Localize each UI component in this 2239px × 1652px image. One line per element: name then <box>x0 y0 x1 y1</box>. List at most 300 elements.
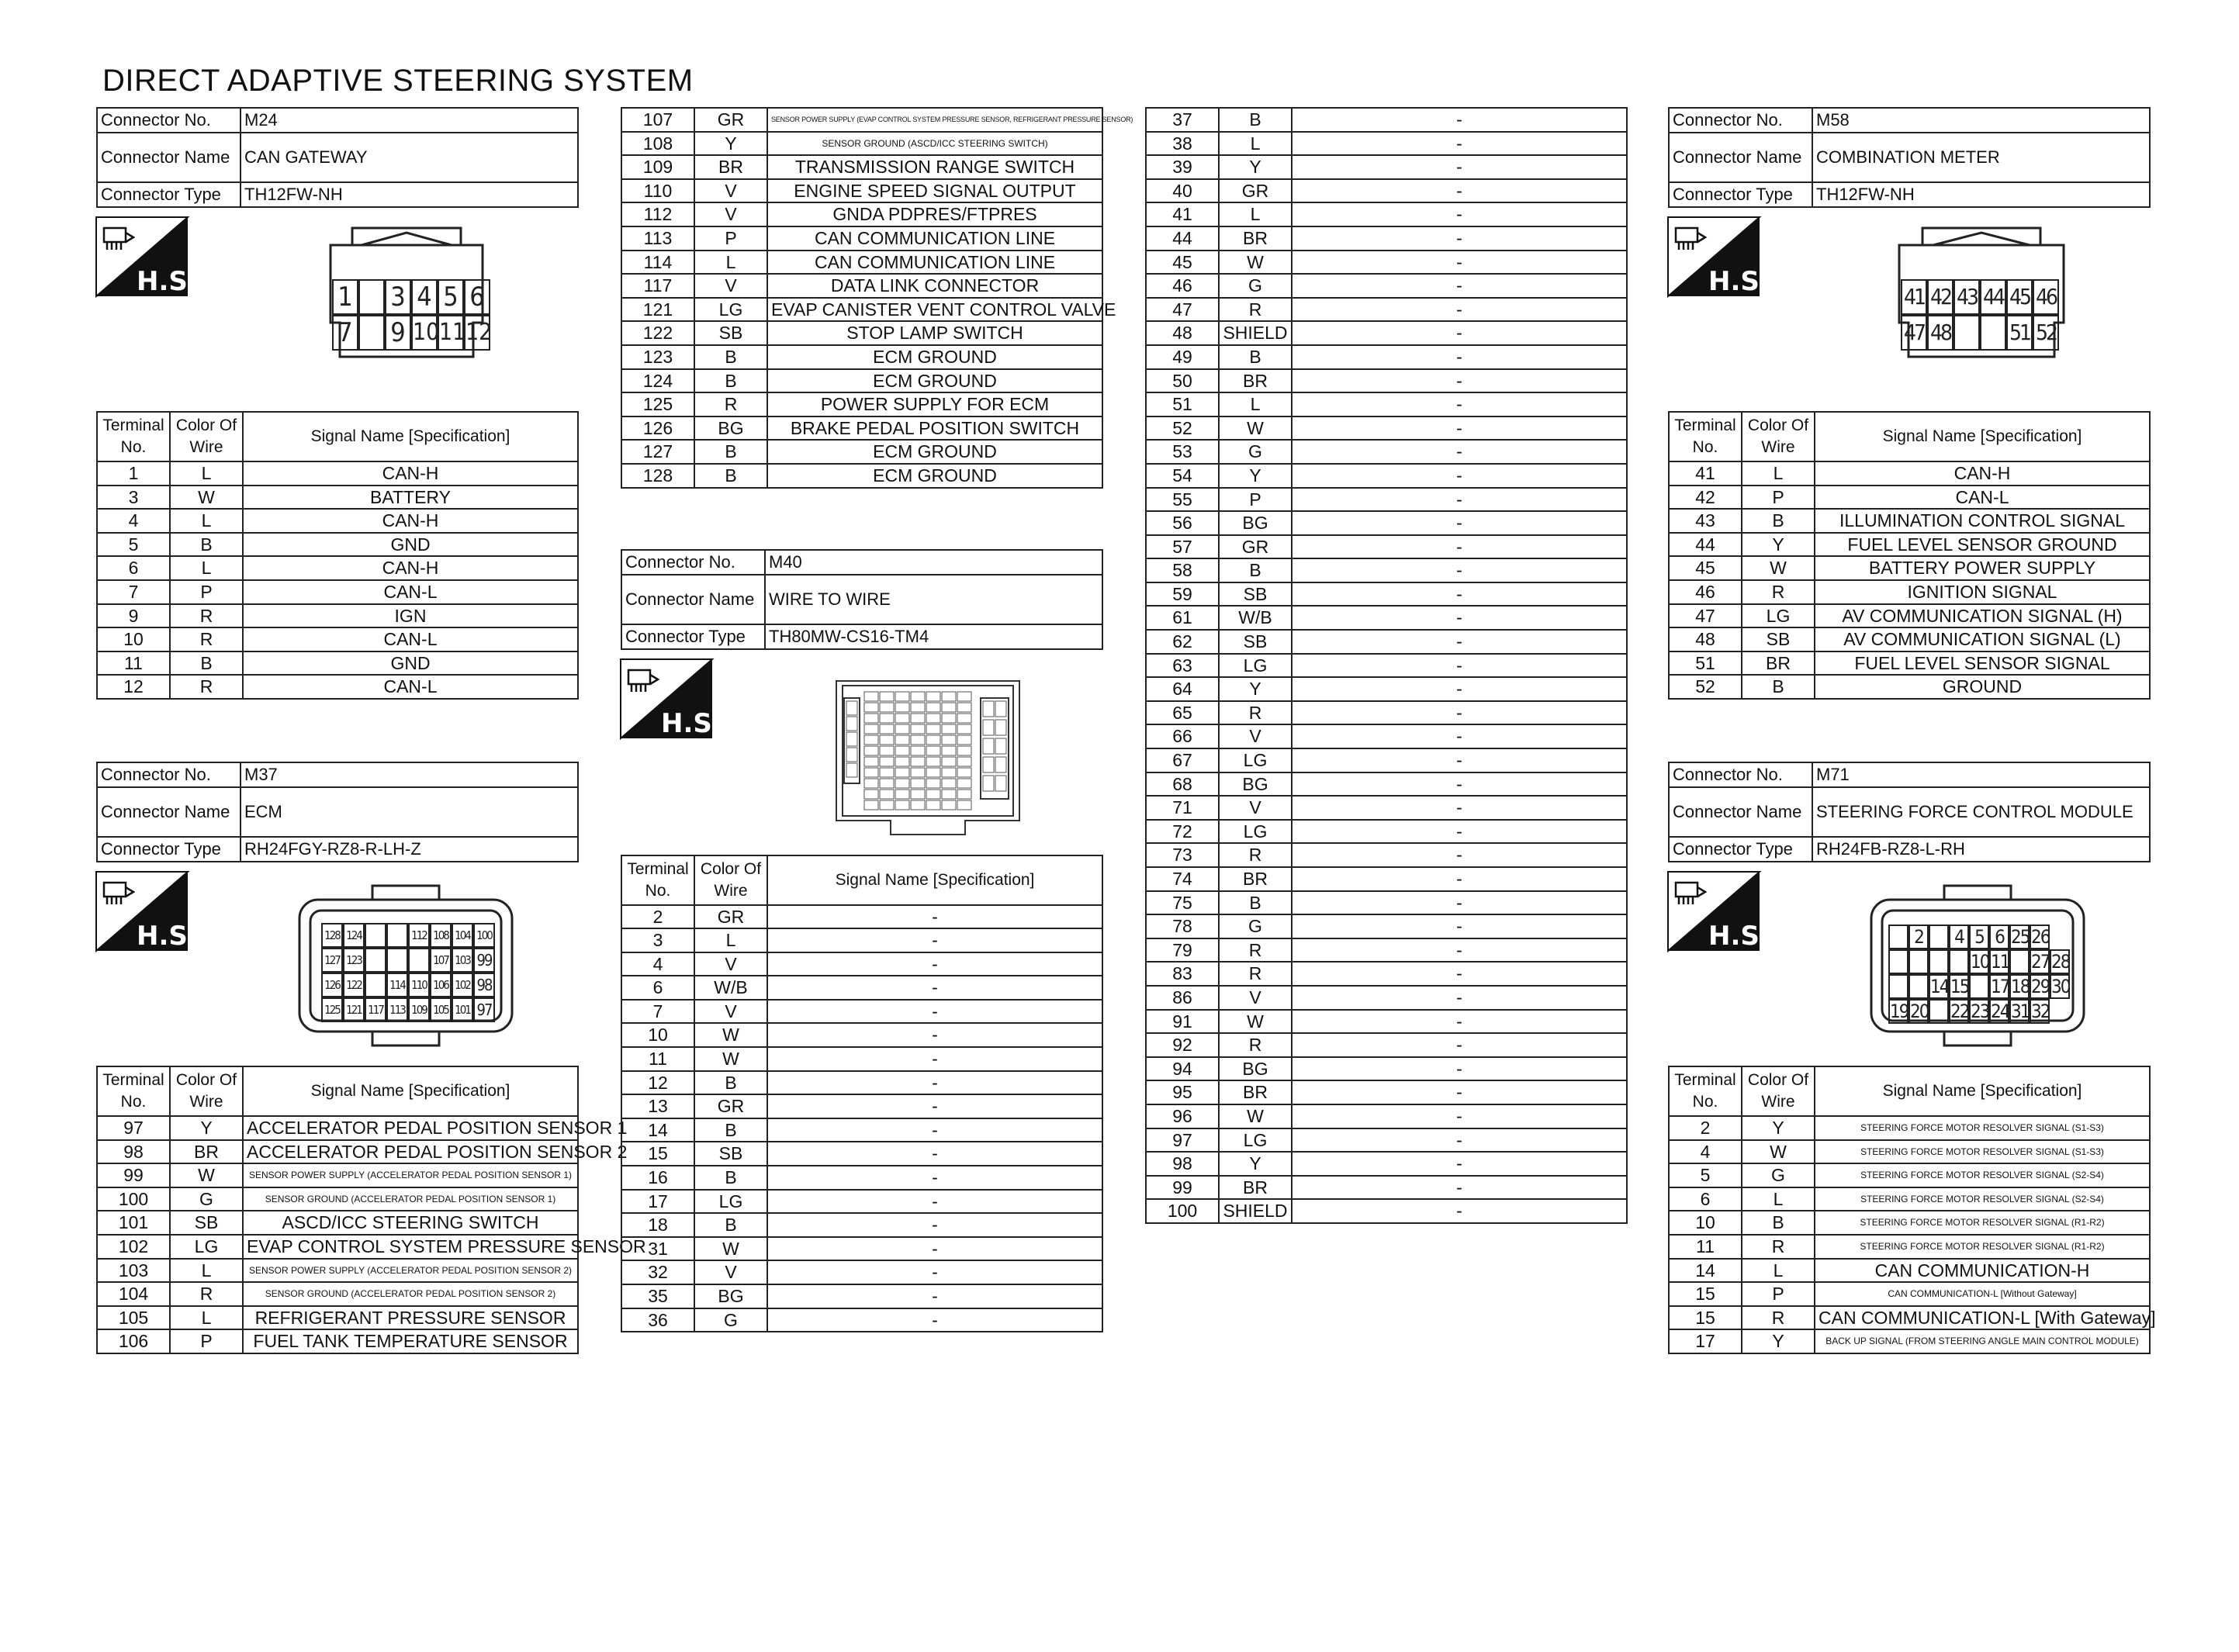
wire-color-cell: BR <box>694 155 767 179</box>
terminal-no-cell: 12 <box>97 675 170 699</box>
wire-color-cell: L <box>170 461 243 486</box>
connector-type-label: Connector Type <box>621 624 765 649</box>
connector-no-value: M71 <box>1812 762 2150 787</box>
wire-color-cell: B <box>694 345 767 369</box>
wire-color-cell: R <box>1219 298 1292 322</box>
signal-name-cell: - <box>1292 558 1627 582</box>
signal-name-cell: - <box>767 1118 1102 1142</box>
wire-color-cell: Y <box>1219 1152 1292 1176</box>
terminal-no-cell: 4 <box>621 952 694 976</box>
pin <box>1909 949 1929 974</box>
terminal-no-cell: 38 <box>1146 132 1219 156</box>
pin: 48 <box>1927 315 1954 351</box>
wire-color-cell: L <box>694 251 767 275</box>
header-terminal-no: Terminal No. <box>97 1066 170 1116</box>
signal-name-cell: - <box>1292 464 1627 488</box>
terminal-no-cell: 7 <box>97 580 170 604</box>
wire-color-cell: BR <box>1219 1080 1292 1104</box>
table-row <box>1146 132 1627 156</box>
terminal-no-cell: 43 <box>1669 509 1742 533</box>
signal-name-cell: GROUND <box>1815 675 2150 699</box>
connector-name-label: Connector Name <box>1669 133 1812 182</box>
table-row <box>1146 345 1627 369</box>
table-row <box>621 464 1102 488</box>
wire-color-cell: B <box>1219 108 1292 132</box>
pin <box>1929 949 1949 974</box>
signal-name-cell: CAN COMMUNICATION LINE <box>767 226 1102 251</box>
terminal-no-cell: 11 <box>1669 1235 1742 1259</box>
terminal-no-cell: 12 <box>621 1071 694 1095</box>
pin <box>1888 974 1909 999</box>
table-row <box>621 132 1102 156</box>
wire-color-cell: P <box>694 226 767 251</box>
terminal-no-cell: 3 <box>621 928 694 952</box>
wire-color-cell: BG <box>1219 511 1292 535</box>
terminal-no-cell: 15 <box>1669 1282 1742 1306</box>
pin: 10 <box>411 315 438 351</box>
terminal-no-cell: 110 <box>621 179 694 203</box>
signal-name-cell: - <box>1292 796 1627 820</box>
signal-name-cell: CAN-H <box>1815 461 2150 486</box>
table-row <box>1146 535 1627 559</box>
terminal-no-cell: 14 <box>1669 1259 1742 1283</box>
pin: 100 <box>473 923 495 948</box>
terminal-no-cell: 127 <box>621 440 694 464</box>
terminal-table-m24 <box>96 411 579 700</box>
pin: 4 <box>411 279 438 315</box>
signal-name-cell: - <box>1292 1033 1627 1057</box>
wire-color-cell: L <box>1742 1259 1815 1283</box>
terminal-no-cell: 99 <box>1146 1176 1219 1200</box>
header-signal-name: Signal Name [Specification] <box>1815 1066 2150 1116</box>
pin <box>1888 949 1909 974</box>
table-row <box>97 1306 578 1330</box>
table-row <box>621 321 1102 345</box>
table-row <box>621 1166 1102 1190</box>
table-row <box>621 1190 1102 1214</box>
terminal-no-cell: 48 <box>1146 321 1219 345</box>
hs-label: H.S. <box>1708 920 1770 952</box>
signal-name-cell: - <box>1292 392 1627 416</box>
signal-name-cell: ECM GROUND <box>767 369 1102 393</box>
table-row <box>1146 938 1627 963</box>
connector-info-m71 <box>1668 762 2151 862</box>
pin: 24 <box>1991 1000 2009 1022</box>
pin <box>1949 949 1969 974</box>
connector-name-label: Connector Name <box>621 575 765 624</box>
wire-color-cell: BG <box>694 1284 767 1308</box>
wire-color-cell: W <box>694 1237 767 1261</box>
wire-color-cell: BR <box>1219 369 1292 393</box>
connector-no-label: Connector No. <box>97 762 241 787</box>
connector-name-label: Connector Name <box>1669 787 1812 837</box>
connector-no-label: Connector No. <box>97 108 241 133</box>
table-row <box>97 533 578 557</box>
pin: 26 <box>2031 925 2050 948</box>
connector-info-m58 <box>1668 107 2151 208</box>
signal-name-cell: BACK UP SIGNAL (FROM STEERING ANGLE MAIN CONTROL MODULE) <box>1815 1329 2150 1353</box>
signal-name-cell: - <box>1292 226 1627 251</box>
pin: 51 <box>2006 315 2033 351</box>
signal-name-cell: IGN <box>243 604 578 628</box>
connector-name-value: COMBINATION METER <box>1812 133 2150 182</box>
table-row <box>1669 533 2150 557</box>
terminal-no-cell: 13 <box>621 1094 694 1118</box>
signal-name-cell: AV COMMUNICATION SIGNAL (L) <box>1815 627 2150 651</box>
signal-name-cell: EVAP CONTROL SYSTEM PRESSURE SENSOR <box>243 1235 578 1259</box>
wire-color-cell: P <box>1219 488 1292 512</box>
terminal-no-cell: 100 <box>1146 1199 1219 1223</box>
table-body <box>621 108 1133 488</box>
pin: 3 <box>385 279 411 315</box>
signal-name-cell: - <box>1292 820 1627 844</box>
connector-no-label: Connector No. <box>621 550 765 575</box>
wire-color-cell: SB <box>1219 582 1292 607</box>
pin: 6 <box>464 279 490 315</box>
signal-name-cell: SENSOR POWER SUPPLY (EVAP CONTROL SYSTEM PRESSURE SENSOR, REFRIGERANT PRESSURE SENSOR) <box>767 108 1102 132</box>
signal-name-cell: - <box>767 1023 1102 1047</box>
signal-name-cell: - <box>1292 321 1627 345</box>
signal-name-cell: - <box>1292 724 1627 748</box>
table-row <box>1146 1152 1627 1176</box>
terminal-no-cell: 37 <box>1146 108 1219 132</box>
pin: 27 <box>2031 950 2050 973</box>
signal-name-cell: - <box>767 1213 1102 1237</box>
table-row <box>97 627 578 651</box>
harness-side-icon <box>96 872 198 952</box>
signal-name-cell: CAN-H <box>243 509 578 533</box>
table-row <box>1146 179 1627 203</box>
table-row <box>1669 1116 2150 1140</box>
terminal-no-cell: 75 <box>1146 891 1219 915</box>
table-row <box>97 1235 578 1259</box>
table-row <box>1669 1187 2150 1211</box>
wire-color-cell: GR <box>694 108 767 132</box>
pin: 2 <box>1909 924 1929 949</box>
signal-name-cell: - <box>1292 488 1627 512</box>
pin: 128 <box>321 923 343 948</box>
terminal-no-cell: 39 <box>1146 155 1219 179</box>
terminal-no-cell: 123 <box>621 345 694 369</box>
terminal-no-cell: 46 <box>1146 274 1219 298</box>
terminal-no-cell: 51 <box>1669 651 1742 676</box>
terminal-no-cell: 73 <box>1146 843 1219 867</box>
connector-name-value: CAN GATEWAY <box>241 133 578 182</box>
wire-color-cell: LG <box>170 1235 243 1259</box>
pin: 112 <box>408 923 430 948</box>
pin <box>1909 974 1929 999</box>
terminal-no-cell: 104 <box>97 1282 170 1306</box>
wire-color-cell: GR <box>694 905 767 929</box>
signal-name-cell: - <box>1292 606 1627 630</box>
terminal-no-cell: 56 <box>1146 511 1219 535</box>
table-row <box>1146 155 1627 179</box>
connector-no-value: M24 <box>241 108 578 133</box>
pin: 104 <box>452 923 473 948</box>
table-row <box>1669 651 2150 676</box>
table-row <box>621 1237 1102 1261</box>
hs-label: H.S. <box>1708 266 1770 297</box>
table-row <box>97 556 578 580</box>
signal-name-cell: - <box>1292 1176 1627 1200</box>
table-row <box>1669 1163 2150 1187</box>
harness-side-icon <box>1668 872 1770 952</box>
pin: 31 <box>2011 1000 2030 1022</box>
terminal-no-cell: 67 <box>1146 748 1219 772</box>
header-signal-name: Signal Name [Specification] <box>1815 412 2150 461</box>
table-row <box>1669 1140 2150 1164</box>
signal-name-cell: - <box>1292 251 1627 275</box>
signal-name-cell: - <box>1292 132 1627 156</box>
table-row <box>1146 772 1627 797</box>
wire-color-cell: B <box>1742 509 1815 533</box>
header-color-of-wire: Color Of Wire <box>170 1066 243 1116</box>
table-row <box>1146 369 1627 393</box>
terminal-no-cell: 103 <box>97 1259 170 1283</box>
signal-name-cell: - <box>767 1000 1102 1024</box>
signal-name-cell: EVAP CANISTER VENT CONTROL VALVE <box>767 298 1102 322</box>
terminal-no-cell: 10 <box>97 627 170 651</box>
terminal-no-cell: 45 <box>1669 556 1742 580</box>
connector-no-value: M40 <box>765 550 1102 575</box>
connector-type-label: Connector Type <box>97 182 241 207</box>
terminal-no-cell: 15 <box>1669 1306 1742 1330</box>
signal-name-cell: FUEL LEVEL SENSOR SIGNAL <box>1815 651 2150 676</box>
pin <box>365 923 386 948</box>
signal-name-cell: - <box>1292 1199 1627 1223</box>
wire-color-cell: Y <box>1219 464 1292 488</box>
signal-name-cell: - <box>1292 654 1627 678</box>
wire-color-cell: SB <box>694 321 767 345</box>
wire-color-cell: BR <box>1219 226 1292 251</box>
signal-name-cell: STEERING FORCE MOTOR RESOLVER SIGNAL (S1-S3) <box>1815 1116 2150 1140</box>
wire-color-cell: BR <box>1219 867 1292 891</box>
wire-color-cell: W <box>1219 416 1292 441</box>
table-row <box>1146 511 1627 535</box>
table-row <box>1146 796 1627 820</box>
terminal-no-cell: 72 <box>1146 820 1219 844</box>
pin: 103 <box>452 948 473 973</box>
wire-color-cell: Y <box>1219 677 1292 701</box>
terminal-no-cell: 98 <box>97 1140 170 1164</box>
table-row <box>621 1142 1102 1166</box>
wire-color-cell: B <box>1219 558 1292 582</box>
signal-name-cell: CAN COMMUNICATION-L [Without Gateway] <box>1815 1282 2150 1306</box>
table-row <box>1146 1057 1627 1081</box>
terminal-no-cell: 5 <box>97 533 170 557</box>
terminal-no-cell: 117 <box>621 274 694 298</box>
terminal-no-cell: 106 <box>97 1329 170 1353</box>
wire-color-cell: V <box>1219 724 1292 748</box>
signal-name-cell: STOP LAMP SWITCH <box>767 321 1102 345</box>
signal-name-cell: POWER SUPPLY FOR ECM <box>767 392 1102 416</box>
connector-figure-m40 <box>621 650 1103 855</box>
wire-color-cell: P <box>1742 486 1815 510</box>
terminal-no-cell: 109 <box>621 155 694 179</box>
table-row <box>97 604 578 628</box>
wire-color-cell: Y <box>1742 533 1815 557</box>
table-row <box>621 179 1102 203</box>
pin <box>358 315 385 351</box>
terminal-no-cell: 53 <box>1146 440 1219 464</box>
wire-color-cell: SB <box>1742 627 1815 651</box>
wire-color-cell: R <box>1219 843 1292 867</box>
wire-color-cell: W <box>694 1047 767 1071</box>
pin: 17 <box>1991 975 2009 997</box>
wire-color-cell: W <box>170 1163 243 1187</box>
table-row <box>621 905 1102 929</box>
terminal-no-cell: 6 <box>1669 1187 1742 1211</box>
signal-name-cell: ASCD/ICC STEERING SWITCH <box>243 1211 578 1235</box>
signal-name-cell: FUEL LEVEL SENSOR GROUND <box>1815 533 2150 557</box>
wire-color-cell: LG <box>694 298 767 322</box>
signal-name-cell: - <box>767 1094 1102 1118</box>
table-row <box>1669 1259 2150 1283</box>
signal-name-cell: BATTERY POWER SUPPLY <box>1815 556 2150 580</box>
pin-row-top <box>1901 279 2059 315</box>
wire-color-cell: B <box>694 1166 767 1190</box>
pin: 109 <box>408 997 430 1022</box>
harness-side-icon <box>96 217 198 297</box>
wire-color-cell: R <box>170 604 243 628</box>
terminal-no-cell: 122 <box>621 321 694 345</box>
table-row <box>1146 108 1627 132</box>
terminal-no-cell: 11 <box>621 1047 694 1071</box>
wire-color-cell: Y <box>170 1116 243 1140</box>
terminal-no-cell: 101 <box>97 1211 170 1235</box>
terminal-no-cell: 17 <box>621 1190 694 1214</box>
wire-color-cell: BR <box>170 1140 243 1164</box>
table-row <box>1146 986 1627 1010</box>
connector-no-value: M37 <box>241 762 578 787</box>
table-row <box>1146 1104 1627 1128</box>
pin: 124 <box>343 923 365 948</box>
terminal-no-cell: 41 <box>1146 202 1219 226</box>
pin <box>2009 949 2030 974</box>
table-row <box>621 976 1102 1000</box>
signal-name-cell: BATTERY <box>243 486 578 510</box>
terminal-no-cell: 41 <box>1669 461 1742 486</box>
connector-type-label: Connector Type <box>1669 182 1812 207</box>
table-row <box>97 1329 578 1353</box>
terminal-no-cell: 50 <box>1146 369 1219 393</box>
signal-name-cell: - <box>1292 416 1627 441</box>
table-row <box>1669 1282 2150 1306</box>
terminal-no-cell: 105 <box>97 1306 170 1330</box>
pin <box>1954 315 1980 351</box>
table-header <box>97 1066 578 1116</box>
pin: 43 <box>1954 279 1980 315</box>
wire-color-cell: LG <box>1219 820 1292 844</box>
pin: 4 <box>1949 924 1969 949</box>
pin <box>1929 999 1949 1024</box>
terminal-no-cell: 2 <box>621 905 694 929</box>
signal-name-cell: STEERING FORCE MOTOR RESOLVER SIGNAL (R1-R2) <box>1815 1235 2150 1259</box>
wire-color-cell: P <box>1742 1282 1815 1306</box>
connector-figure-m37 <box>96 862 579 1066</box>
pin <box>365 973 386 997</box>
table-row <box>1146 1033 1627 1057</box>
connector-name-value: ECM <box>241 787 578 837</box>
terminal-no-cell: 114 <box>621 251 694 275</box>
table-row <box>1669 1235 2150 1259</box>
wire-color-cell: L <box>170 509 243 533</box>
terminal-no-cell: 128 <box>621 464 694 488</box>
terminal-table-m40-continued <box>1145 107 1628 1224</box>
signal-name-cell: - <box>1292 155 1627 179</box>
table-row <box>621 1213 1102 1237</box>
pin <box>386 923 408 948</box>
wire-color-cell: P <box>170 1329 243 1353</box>
pin: 117 <box>365 997 386 1022</box>
table-row <box>1146 582 1627 607</box>
signal-name-cell: - <box>1292 108 1627 132</box>
table-row <box>1146 558 1627 582</box>
table-body <box>97 461 578 699</box>
connector-name-value: STEERING FORCE CONTROL MODULE <box>1812 787 2150 837</box>
wire-color-cell: B <box>1219 345 1292 369</box>
connector-type-value: TH80MW-CS16-TM4 <box>765 624 1102 649</box>
terminal-no-cell: 102 <box>97 1235 170 1259</box>
table-row <box>1146 748 1627 772</box>
terminal-no-cell: 121 <box>621 298 694 322</box>
table-row <box>97 1211 578 1235</box>
connector-type-value: RH24FB-RZ8-L-RH <box>1812 837 2150 862</box>
terminal-no-cell: 61 <box>1146 606 1219 630</box>
terminal-no-cell: 59 <box>1146 582 1219 607</box>
pin: 126 <box>321 973 343 997</box>
pin: 5 <box>438 279 464 315</box>
wire-color-cell: V <box>694 274 767 298</box>
table-row <box>1146 251 1627 275</box>
connector-type-label: Connector Type <box>1669 837 1812 862</box>
wire-color-cell: Y <box>694 132 767 156</box>
table-body <box>97 1116 646 1353</box>
signal-name-cell: GND <box>243 651 578 676</box>
terminal-no-cell: 54 <box>1146 464 1219 488</box>
table-row <box>1146 1176 1627 1200</box>
terminal-no-cell: 46 <box>1669 580 1742 604</box>
wire-color-cell: BR <box>1219 1176 1292 1200</box>
signal-name-cell: - <box>767 1047 1102 1071</box>
signal-name-cell: CAN-L <box>243 627 578 651</box>
wire-color-cell: R <box>170 675 243 699</box>
signal-name-cell: - <box>1292 772 1627 797</box>
terminal-no-cell: 97 <box>1146 1128 1219 1153</box>
wire-color-cell: SHIELD <box>1219 1199 1292 1223</box>
signal-name-cell: - <box>767 1237 1102 1261</box>
terminal-no-cell: 49 <box>1146 345 1219 369</box>
wire-color-cell: R <box>694 392 767 416</box>
table-header <box>621 855 1102 905</box>
wire-color-cell: V <box>1219 796 1292 820</box>
wire-color-cell: L <box>170 1306 243 1330</box>
table-row <box>1146 298 1627 322</box>
signal-name-cell: - <box>1292 345 1627 369</box>
terminal-no-cell: 16 <box>621 1166 694 1190</box>
wire-color-cell: B <box>694 1213 767 1237</box>
wire-color-cell: LG <box>694 1190 767 1214</box>
table-row <box>1669 509 2150 533</box>
terminal-no-cell: 4 <box>1669 1140 1742 1164</box>
wire-color-cell: R <box>1219 701 1292 725</box>
page-title: DIRECT ADAPTIVE STEERING SYSTEM <box>102 64 694 98</box>
terminal-no-cell: 99 <box>97 1163 170 1187</box>
terminal-no-cell: 108 <box>621 132 694 156</box>
signal-name-cell: - <box>1292 202 1627 226</box>
wire-color-cell: R <box>1219 938 1292 963</box>
signal-name-cell: - <box>1292 1104 1627 1128</box>
